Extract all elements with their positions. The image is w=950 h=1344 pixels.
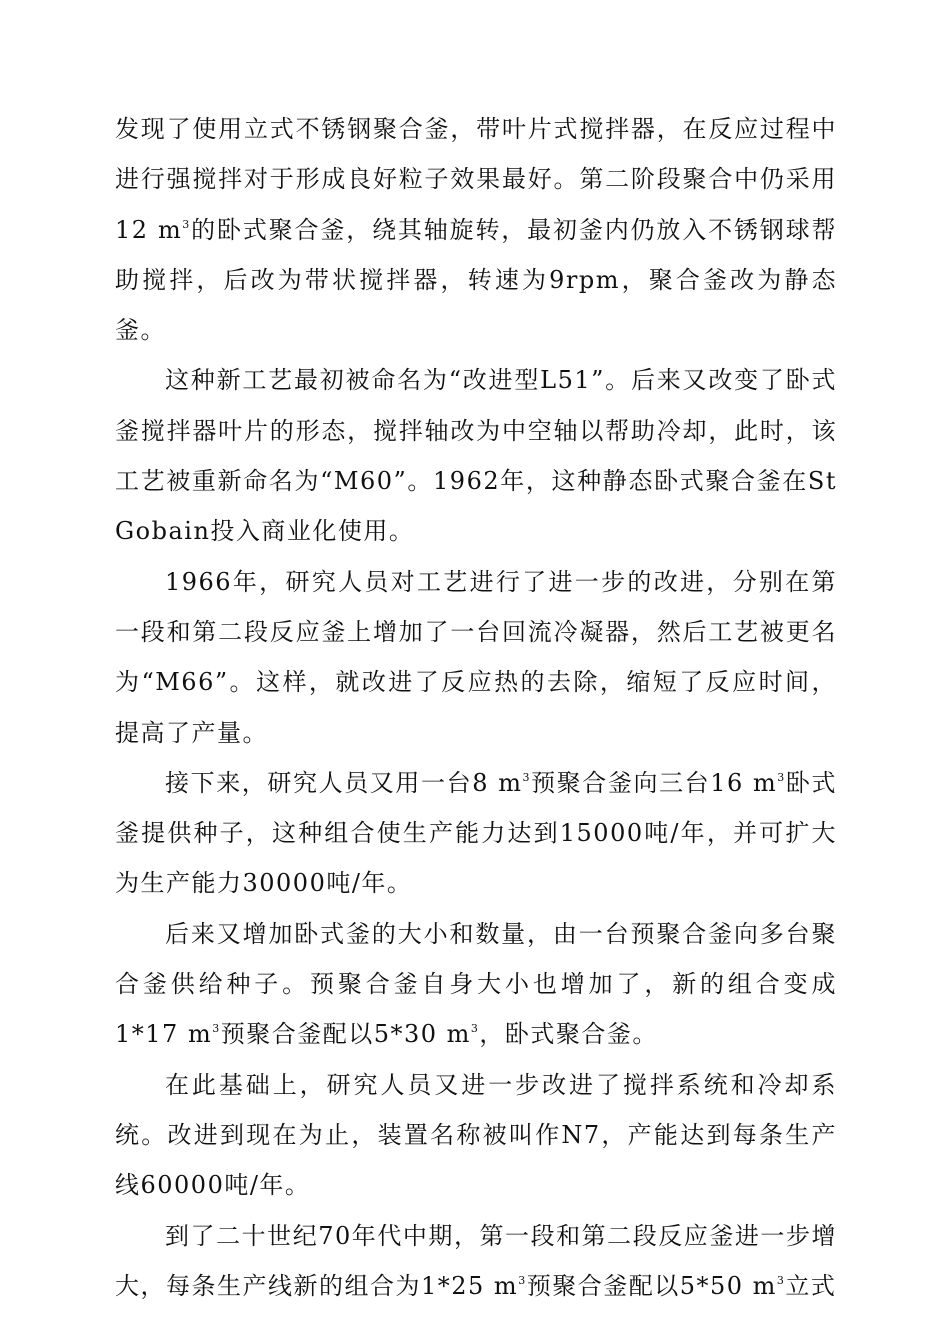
- text-segment: 到了二十世纪70年代中期，第一段和第二段反应釜进一步增大，每条生产线新的组合为1*25 m: [115, 1221, 837, 1300]
- superscript: 3: [776, 1273, 786, 1287]
- text-segment: 立式: [785, 1271, 837, 1300]
- text-segment: 的卧式聚合釜，绕其轴旋转，最初釜内仍放入不锈钢球帮助搅拌，后改为带状搅拌器，转速为9rpm，聚合釜改为静态釜。: [115, 215, 837, 345]
- text-segment: ，卧式聚合釜。: [479, 1020, 658, 1049]
- paragraph-3: [115, 557, 837, 758]
- text-segment: 卧式釜提供种子，这种组合使生产能力达到15000吨/年，并可扩大为生产能力30000吨/年。: [115, 768, 837, 898]
- superscript: 3: [777, 770, 786, 784]
- superscript: 3: [518, 1273, 527, 1287]
- text-segment: 这种新工艺最初被命名为“改进型L51”。后来又改变了卧式釜搅拌器叶片的形态，搅拌轴改为中空轴以帮助冷却，此时，该工艺被重新命名为“M60”。1962年，这种静态卧式聚合釜在St Gobain投入商业化使用。: [115, 366, 837, 546]
- paragraph-7: [115, 1211, 837, 1312]
- superscript: 3: [470, 1022, 480, 1036]
- text-segment: 后来又增加卧式釜的大小和数量，由一台预聚合釜向多台聚合釜供给种子。预聚合釜自身大小也增加了，新的组合变成1*17 m: [115, 919, 837, 1049]
- superscript: 3: [212, 1022, 221, 1036]
- paragraph-1: [115, 104, 837, 355]
- paragraph-4: [115, 758, 837, 909]
- paragraph-6: [115, 1060, 837, 1211]
- text-segment: 预聚合釜配以5*30 m: [220, 1020, 471, 1049]
- text-segment: 预聚合釜向三台16 m: [530, 768, 778, 797]
- body-text: [115, 104, 837, 1311]
- text-segment: 发现了使用立式不锈钢聚合釜，带叶片式搅拌器，在反应过程中进行强搅拌对于形成良好粒子效果最好。第二阶段聚合中仍采用12 m: [115, 115, 837, 244]
- text-segment: 1966年，研究人员对工艺进行了进一步的改进，分别在第一段和第二段反应釜上增加了一台回流冷凝器，然后工艺被更名为“M66”。这样，就改进了反应热的去除，缩短了反应时间，提高了产量。: [115, 567, 837, 747]
- text-segment: 接下来，研究人员又用一台8 m: [165, 768, 523, 797]
- text-segment: 在此基础上，研究人员又进一步改进了搅拌系统和冷却系统。改进到现在为止，装置名称被叫作N7，产能达到每条生产线60000吨/年。: [115, 1070, 837, 1200]
- superscript: 3: [522, 770, 531, 784]
- paragraph-5: [115, 909, 837, 1060]
- paragraph-2: [115, 355, 837, 556]
- superscript: 3: [182, 217, 191, 231]
- text-segment: 预聚合釜配以5*50 m: [526, 1271, 777, 1300]
